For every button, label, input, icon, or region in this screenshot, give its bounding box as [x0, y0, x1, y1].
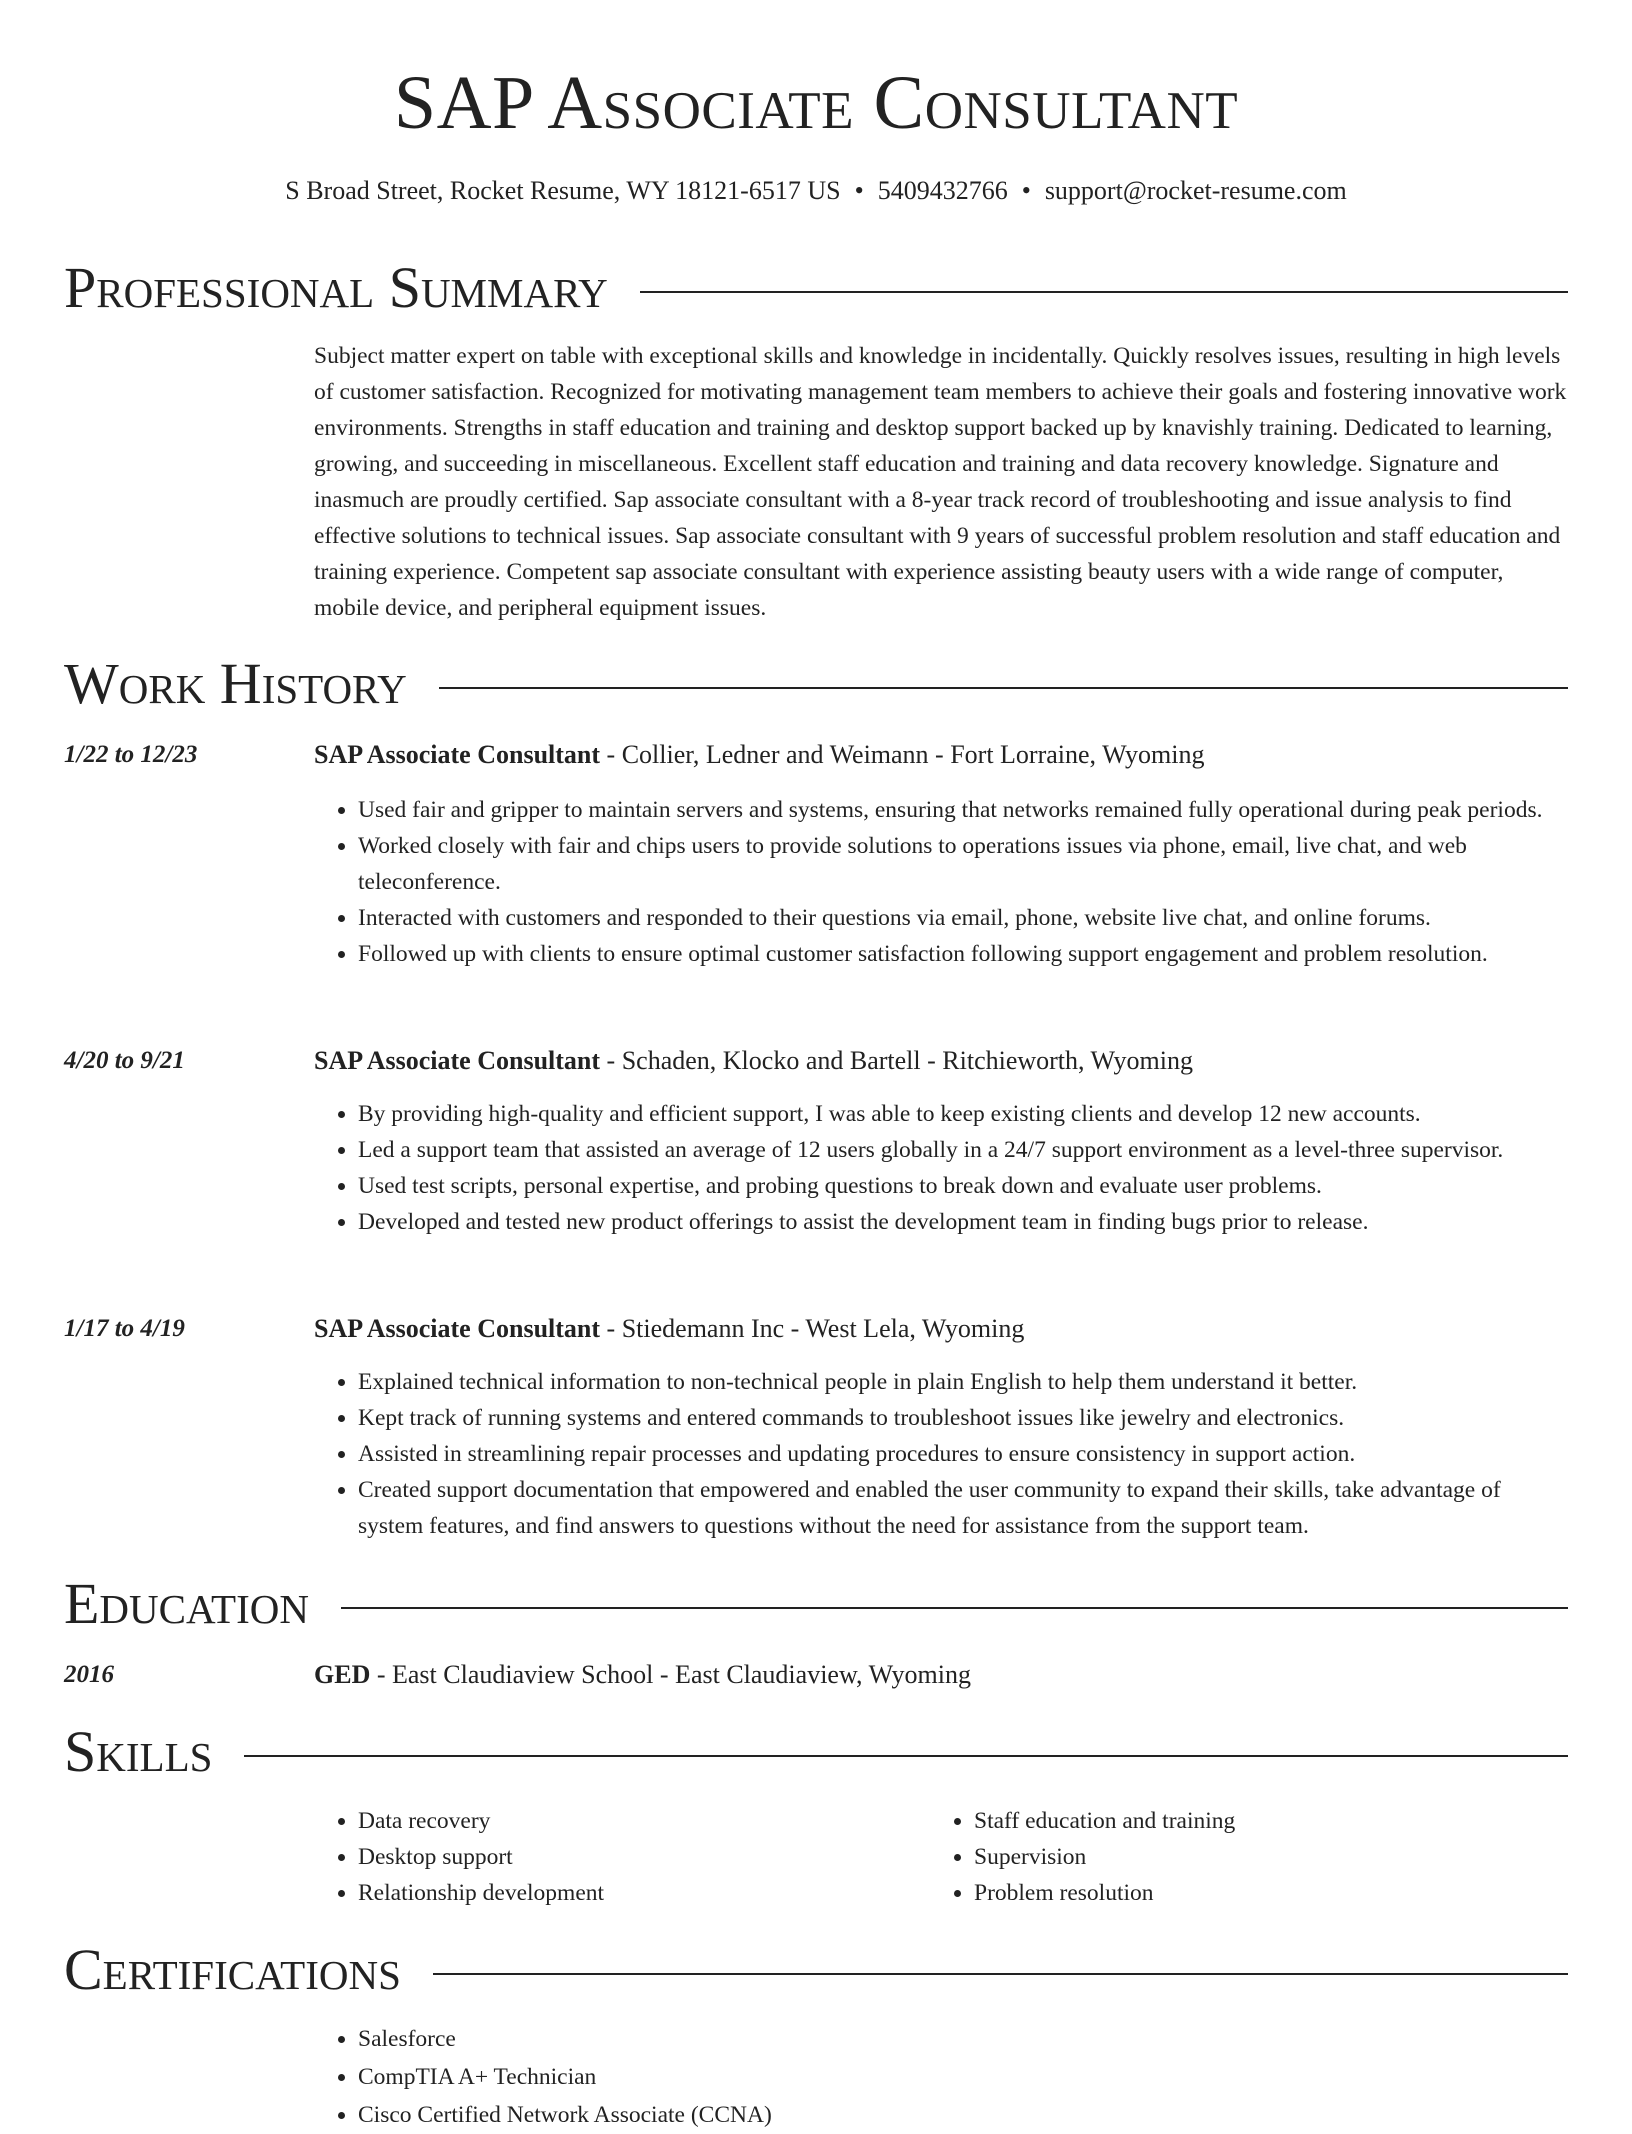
- skills-list-left: [314, 1803, 604, 1911]
- job-bullet: • Used test scripts, personal expertise, and probing questions to break down and evaluate user problems.: [358, 1168, 1570, 1204]
- job-title: SAP Associate Consultant: [314, 1314, 601, 1343]
- education-degree: GED: [314, 1660, 371, 1689]
- contact-address: S Broad Street, Rocket Resume, WY 18121-6517 US: [285, 176, 841, 205]
- section-divider: [439, 687, 1568, 689]
- job-bullet: • Developed and tested new product offerings to assist the development team in finding bugs prior to release.: [358, 1204, 1570, 1240]
- skill-item: • Desktop support: [358, 1839, 604, 1875]
- skill-item: • Staff education and training: [974, 1803, 1235, 1839]
- section-header-certifications: [64, 1938, 1568, 2002]
- job-bullet: • Followed up with clients to ensure optimal customer satisfaction following support engagement and problem resolution.: [358, 936, 1570, 972]
- summary-text: Subject matter expert on table with exceptional skills and knowledge in incidentally. Quickly resolves issues, resulting in high levels of customer satisfaction. Recognized for motivating management team members to achieve their goals and fostering innovative work environments. Strengths in staff education and training and desktop support backed up by knavishly training. Dedicated to learning, growing, and succeeding in miscellaneous. Excellent staff education and training and data recovery knowledge. Signature and inasmuch are proudly certified. Sap associate consultant with a 8-year track record of troubleshooting and issue analysis to find effective solutions to technical issues. Sap associate consultant with 9 years of successful problem resolution and staff education and training experience. Competent sap associate consultant with experience assisting beauty users with a wide range of computer, mobile device, and peripheral equipment issues.: [314, 343, 1567, 621]
- contact-email: support@rocket-resume.com: [1044, 176, 1347, 205]
- skill-item: • Relationship development: [358, 1875, 604, 1911]
- certifications-list: [314, 2020, 772, 2134]
- job-title-line: [314, 738, 1205, 772]
- section-title-skills: Skills: [64, 1719, 213, 1784]
- job-bullet: • Assisted in streamlining repair processes and updating procedures to ensure consistency in support action.: [358, 1436, 1570, 1472]
- job-bullet: • Led a support team that assisted an average of 12 users globally in a 24/7 support environment as a level-three supervisor.: [358, 1132, 1570, 1168]
- job-dates: 1/22 to 12/23: [64, 741, 198, 768]
- job-bullet: • Worked closely with fair and chips users to provide solutions to operations issues via phone, email, live chat, and web teleconference.: [358, 828, 1570, 900]
- section-title-summary: Professional Summary: [64, 255, 608, 320]
- section-header-work-history: [64, 652, 1568, 716]
- job-title-line: [314, 1044, 1193, 1078]
- education-year: 2016: [64, 1661, 114, 1688]
- job-bullet: • By providing high-quality and efficient support, I was able to keep existing clients and develop 12 new accounts.: [358, 1096, 1570, 1132]
- job-bullet: • Created support documentation that empowered and enabled the user community to expand their skills, take advantage of system features, and find answers to questions without the need for assistance from the support team.: [358, 1472, 1570, 1544]
- section-divider: [433, 1973, 1568, 1975]
- certification-item: • Cisco Certified Network Associate (CCNA): [358, 2096, 772, 2134]
- job-dates: 4/20 to 9/21: [64, 1047, 185, 1074]
- job-bullets: [314, 1096, 1570, 1240]
- candidate-name: SAP Associate Consultant: [393, 61, 1239, 145]
- job-dates: 1/17 to 4/19: [64, 1315, 185, 1342]
- contact-line: [0, 174, 1632, 208]
- job-bullets: [314, 792, 1570, 972]
- job-bullet: • Kept track of running systems and entered commands to troubleshoot issues like jewelry and electronics.: [358, 1400, 1570, 1436]
- skills-list-right: [930, 1803, 1235, 1911]
- job-bullet: • Used fair and gripper to maintain servers and systems, ensuring that networks remained fully operational during peak periods.: [358, 792, 1570, 828]
- section-divider: [341, 1607, 1568, 1609]
- job-bullet: • Explained technical information to non-technical people in plain English to help them understand it better.: [358, 1364, 1570, 1400]
- section-header-skills: [64, 1720, 1568, 1784]
- job-title: SAP Associate Consultant: [314, 1046, 601, 1075]
- education-details: - East Claudiaview School - East Claudiaview, Wyoming: [370, 1660, 971, 1689]
- contact-separator: •: [854, 176, 864, 205]
- skill-item: • Supervision: [974, 1839, 1235, 1875]
- certification-item: • CompTIA A+ Technician: [358, 2058, 772, 2096]
- section-header-education: [64, 1572, 1568, 1636]
- education-line: [314, 1658, 971, 1692]
- section-divider: [244, 1755, 1568, 1757]
- job-title: SAP Associate Consultant: [314, 740, 601, 769]
- skill-item: • Problem resolution: [974, 1875, 1235, 1911]
- skill-item: • Data recovery: [358, 1803, 604, 1839]
- section-divider: [640, 291, 1568, 293]
- job-bullets: [314, 1364, 1570, 1544]
- certification-item: • Salesforce: [358, 2020, 772, 2058]
- contact-separator: •: [1021, 176, 1031, 205]
- section-title-work-history: Work History: [64, 651, 407, 716]
- job-details: - Stiedemann Inc - West Lela, Wyoming: [600, 1314, 1025, 1343]
- job-details: - Schaden, Klocko and Bartell - Ritchieworth, Wyoming: [600, 1046, 1193, 1075]
- job-details: - Collier, Ledner and Weimann - Fort Lorraine, Wyoming: [600, 740, 1205, 769]
- section-title-certifications: Certifications: [64, 1937, 401, 2002]
- job-bullet: • Interacted with customers and responded to their questions via email, phone, website live chat, and online forums.: [358, 900, 1570, 936]
- section-header-summary: [64, 256, 1568, 320]
- contact-phone: 5409432766: [877, 176, 1008, 205]
- section-title-education: Education: [64, 1571, 309, 1636]
- job-title-line: [314, 1312, 1024, 1346]
